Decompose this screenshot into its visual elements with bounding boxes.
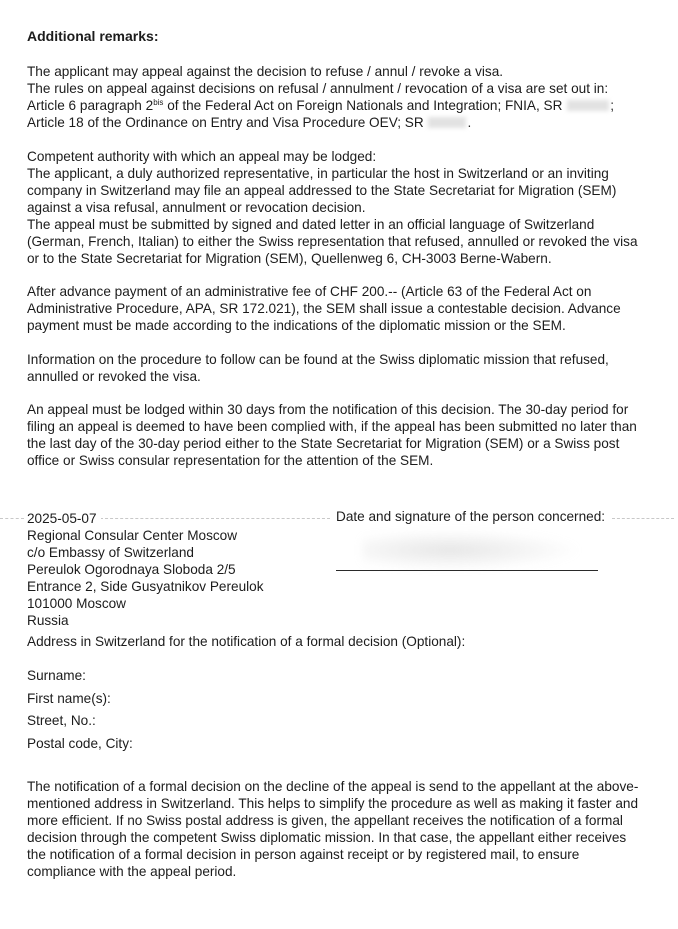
signature-label: Date and signature of the person concerned:: [333, 508, 608, 525]
text-line: (German, French, Italian) to either the Swiss representation that refused, annulled or revoked the visa: [27, 234, 638, 249]
text-line: the notification of a formal decision in person against receipt or by registered mail, to ensure: [27, 847, 580, 862]
text-line: [27, 510, 264, 527]
dashed-rule: [0, 518, 24, 519]
address-line: Entrance 2, Side Gusyatnikov Pereulok: [27, 579, 264, 594]
text-fragment: of the Federal Act on Foreign Nationals and Integration; FNIA, SR: [163, 98, 563, 113]
text-line: An appeal must be lodged within 30 days from the notification of this decision. The 30-day period for: [27, 402, 629, 417]
text-fragment: .: [467, 115, 472, 130]
text-line: decision through the competent Swiss diplomatic mission. In that case, the appellant either receives: [27, 830, 627, 845]
text-line: [27, 114, 657, 131]
procedure-info-paragraph: [27, 351, 657, 385]
address-line: Pereulok Ogorodnaya Sloboda 2/5: [27, 562, 236, 577]
redacted-sr-number: [428, 117, 466, 128]
text-line: the last day of the 30-day period either to the State Secretariat for Migration (SEM) or a Swiss post: [27, 436, 620, 451]
text-line: Competent authority with which an appeal may be lodged:: [27, 149, 377, 164]
superscript: bis: [153, 98, 164, 107]
competent-authority-paragraph: [27, 148, 657, 267]
address-line: c/o Embassy of Switzerland: [27, 545, 194, 560]
text-line: The appeal must be submitted by signed and dated letter in an official language of Switzerland: [27, 217, 595, 232]
text-line: office or Swiss consular representation for the attention of the SEM.: [27, 453, 434, 468]
text-line: company in Switzerland may file an appeal addressed to the State Secretariat for Migration (SEM): [27, 183, 617, 198]
text-line: compliance with the appeal period.: [27, 864, 237, 879]
text-line: Information on the procedure to follow can be found at the Swiss diplomatic mission that refused,: [27, 352, 609, 367]
decision-date: 2025-05-07: [27, 510, 101, 527]
text-line: payment must be made according to the indications of the diplomatic mission or the SEM.: [27, 318, 566, 333]
appeal-rules-paragraph: [27, 63, 657, 131]
signature-mark: [362, 530, 582, 570]
text-line: The applicant, a duly authorized representative, in particular the host in Switzerland or an inviting: [27, 166, 609, 181]
swiss-address-label: Address in Switzerland for the notification of a formal decision (Optional):: [27, 634, 466, 649]
text-line: The applicant may appeal against the decision to refuse / annul / revoke a visa.: [27, 64, 504, 79]
text-fragment: ;: [610, 98, 614, 113]
postal-code-field-label: Postal code, City:: [27, 736, 133, 751]
dashed-rule: [612, 518, 674, 519]
text-line: [27, 97, 657, 114]
notification-paragraph: [27, 778, 657, 880]
fee-paragraph: [27, 283, 657, 334]
text-line: mentioned address in Switzerland. This helps to simplify the procedure as well as making it faster and: [27, 796, 639, 811]
address-line: Russia: [27, 613, 69, 628]
text-line: The rules on appeal against decisions on refusal / annulment / revocation of a visa are set out in:: [27, 81, 609, 96]
text-line: filing an appeal is deemed to have been complied with, if the appeal has been submitted no later than: [27, 419, 637, 434]
text-line: annulled or revoked the visa.: [27, 369, 201, 384]
text-line: or to the State Secretariat for Migration (SEM), Quellenweg 6, CH-3003 Berne-Wabern.: [27, 251, 552, 266]
address-line: Regional Consular Center Moscow: [27, 528, 238, 543]
address-line: 101000 Moscow: [27, 596, 126, 611]
text-line: Administrative Procedure, APA, SR 172.021), the SEM shall issue a contestable decision. Advance: [27, 301, 621, 316]
redacted-sr-number: [567, 100, 609, 111]
first-name-field-label: First name(s):: [27, 691, 111, 706]
surname-field-label: Surname:: [27, 668, 86, 683]
mission-address-block: [27, 510, 264, 629]
remarks-heading: Additional remarks:: [27, 28, 159, 44]
deadline-paragraph: [27, 401, 657, 469]
text-line: After advance payment of an administrative fee of CHF 200.-- (Article 63 of the Federal Act on: [27, 284, 592, 299]
text-fragment: Article 6 paragraph 2: [27, 98, 154, 113]
street-field-label: Street, No.:: [27, 713, 96, 728]
text-fragment: Article 18 of the Ordinance on Entry and Visa Procedure OEV; SR: [27, 115, 424, 130]
text-line: more efficient. If no Swiss postal address is given, the appellant receives the notification of a formal: [27, 813, 623, 828]
text-line: against a visa refusal, annulment or revocation decision.: [27, 200, 366, 215]
text-line: The notification of a formal decision on the decline of the appeal is send to the appellant at the above-: [27, 779, 639, 794]
signature-line: [336, 570, 598, 571]
